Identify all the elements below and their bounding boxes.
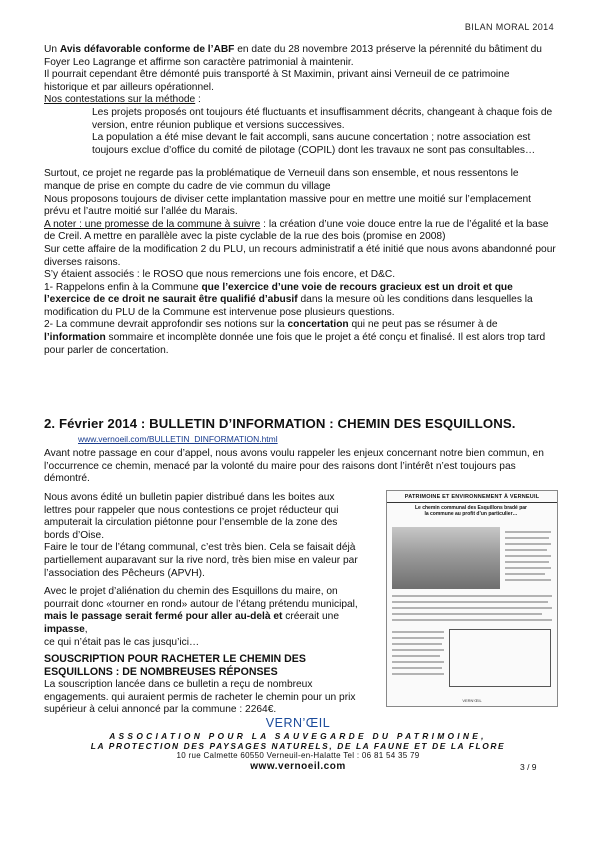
thumbnail-photo [392, 527, 500, 589]
association-name: VERN’ŒIL [265, 716, 331, 730]
association-website[interactable]: www.vernoeil.com [250, 761, 346, 772]
contest-point-1: Les projets proposés ont toujours été fluctuants et insuffisamment décrits, changeant à chaque fois de version, entre réunion publique et versions successives. [92, 106, 553, 131]
alienation-paragraph: Avec le projet d’aliénation du chemin des Esquillons du maire, on pourrait donc «tourner en rond» autour de l’étang prétendu municipal, mais le passage serait fermé pour aller au-delà et créerait une impasse, [44, 586, 358, 635]
contest-heading: Nos contestations sur la méthode : [44, 94, 201, 106]
abf-paragraph: Un Avis défavorable conforme de l’ABF en date du 28 novembre 2013 préserve la pérennité du bâtiment du Foyer Leo Lagrange et affirme son caractère patrimonial à maintenir. [44, 44, 542, 68]
bulletin-thumbnail [386, 490, 558, 707]
promise-paragraph: A noter : une promesse de la commune à suivre : la création d’une voie douce entre la rue de l’égalité et la base de Creil. A mettre en parallèle avec la piste cyclable de la rue des bois (promise en 2008) [44, 218, 549, 243]
thumbnail-header: PATRIMOINE ET ENVIRONNEMENT À VERNEUIL [387, 491, 557, 503]
subscription-title: SOUSCRIPTION POUR RACHETER LE CHEMIN DES ESQUILLONS : DE NOMBREUSES RÉPONSES [44, 653, 306, 679]
page-number: 3 / 9 [520, 762, 537, 772]
proposal-paragraph: Nous proposons toujours de diviser cette implantation massive pour en mettre une moitié sur l’emplacement prévu et l’autre moitié sur l’allée du Marais. [44, 193, 531, 218]
document-header: BILAN MORAL 2014 [464, 22, 554, 32]
pond-paragraph: Faire le tour de l’étang communal, c’est très bien. Cela se faisait déjà partiellement auparavant sur la rive nord, très bien mise en valeur par l’association des Pêcheurs (APVH). [44, 542, 358, 579]
bulletin-column [44, 492, 362, 717]
recourse-paragraph: 1- Rappelons enfin à la Commune que l’exercice d’une voie de recours gracieux est un droit et que l’exercice de ce droit ne saurait être qualifié d’abusif dans la mesure où les conditions dans lesquelles la modification du PLU de la Commune est intervenue pose plusieurs questions. [44, 281, 533, 318]
thumbnail-title: Le chemin communal des Esquillons bradé par la commune au profit d’un particulier… [415, 505, 527, 517]
abf-emphasis: Avis défavorable conforme de l’ABF [59, 44, 235, 55]
bulletin-link[interactable]: www.vernoeil.com/BULLETIN_DINFORMATION.html [78, 434, 278, 444]
thumbnail-form-box [449, 629, 551, 687]
partners-paragraph: S’y étaient associés : le ROSO que nous remercions une fois encore, et D&C. [44, 269, 396, 281]
section-2-title: 2. Février 2014 : BULLETIN D’INFORMATION : CHEMIN DES ESQUILLONS. [44, 416, 516, 431]
subscription-paragraph: La souscription lancée dans ce bulletin a reçu de nombreux engagements. qui auraient permis de racheter le chemin pour un prix supérieur à celui annoncé par la commune : 2264€. [44, 679, 356, 716]
report-body [44, 44, 556, 357]
impasse-paragraph: ce qui n’était pas le cas jusqu’ici… [44, 636, 200, 648]
village-paragraph: Surtout, ce projet ne regarde pas la problématique de Verneuil dans son ensemble, et nous ressentons le manque de prise en compte du cadre de vie commun du village [44, 168, 519, 192]
association-address: 10 rue Calmette 60550 Verneuil-en-Halatte Tel : 06 81 54 35 79 [176, 751, 420, 760]
thumbnail-footer: VERN’ŒIL [462, 698, 482, 703]
association-mission-line-2: LA PROTECTION DES PAYSAGES NATURELS, DE LA FAUNE ET DE LA FLORE [90, 741, 506, 751]
bulletin-paragraph: Nous avons édité un bulletin papier distribué dans les boites aux lettres pour rappeler que nous contestions ce projet réducteur qui amputerait la circulation piétonne pour l’ensemble de la zone des bords d’Oise. [44, 492, 339, 541]
section-2-intro: Avant notre passage en cour d’appel, nous avons voulu rappeler les enjeux concernant notre bien commun, en l’occurrence ce chemin, menacé par la volonté du maire pour des raisons dont l’intérêt n’est toujours pas démontré. [44, 448, 544, 485]
contest-point-2: La population a été mise devant le fait accompli, sans aucune concertation ; notre association est toujours exclue d’office du comité de pilotage (COPIL) dont les travaux ne sont pas consultables… [92, 132, 536, 156]
concertation-paragraph: 2- La commune devrait approfondir ses notions sur la concertation qui ne peut pas se résumer à de l’information sommaire et incomplète donnée une fois que le projet a été conçu et finalisé. Il est alors trop tard pour parler de concertation. [44, 319, 546, 356]
association-mission-line-1: ASSOCIATION POUR LA SAUVEGARDE DU PATRIMOINE, [109, 731, 487, 741]
plu-paragraph: Sur cette affaire de la modification 2 du PLU, un recours administratif a été initié que nous avons abandonné pour diverses raisons. [44, 243, 556, 268]
demolition-paragraph: Il pourrait cependant être démonté puis transporté à St Maximin, privant ainsi Verneuil de ce patrimoine historique et par ailleurs opérationnel. [44, 69, 510, 93]
